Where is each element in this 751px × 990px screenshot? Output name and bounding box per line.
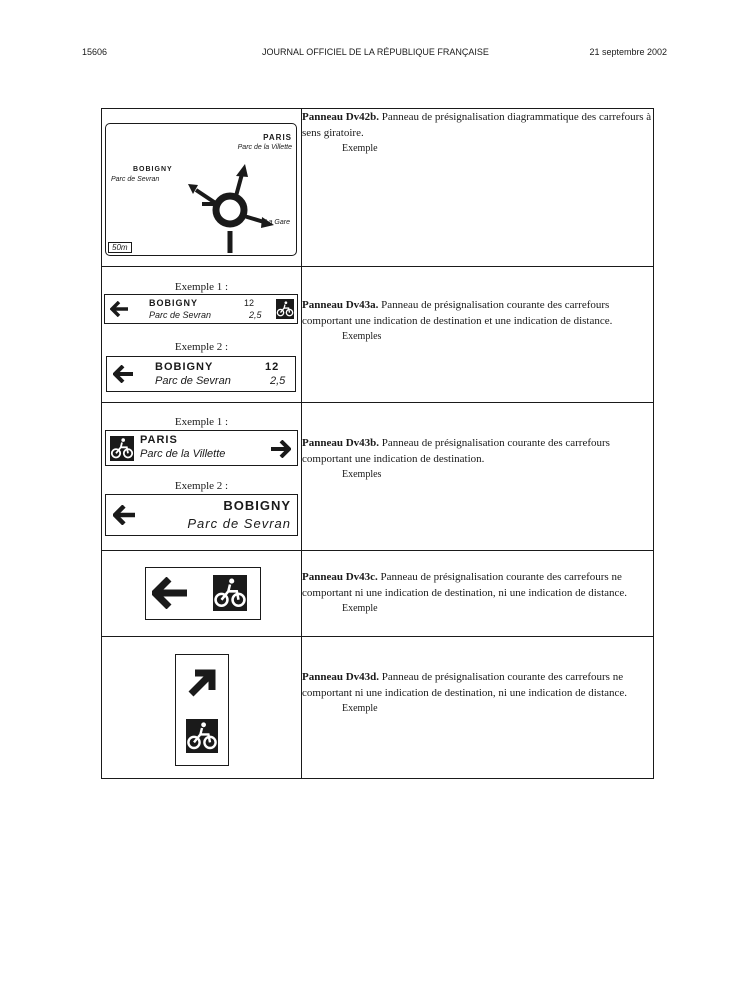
sign-dest: BOBIGNY: [149, 298, 199, 308]
sign-table: [101, 108, 654, 779]
example-label: Exemple: [342, 603, 378, 614]
dv43a-example-2-sign: [106, 356, 296, 392]
sign-image-cell: [102, 267, 302, 403]
sign-image-cell: [102, 109, 302, 267]
journal-title: JOURNAL OFFICIEL DE LA RÉPUBLIQUE FRANÇAISE: [262, 47, 489, 57]
sign-dest: BOBIGNY: [223, 498, 291, 513]
bicycle-icon: [276, 299, 294, 319]
sign-dest-paris-sub: Parc de la Villette: [237, 144, 292, 151]
table-row: [102, 267, 654, 403]
example-label: Exemples: [342, 331, 382, 342]
dv43a-example-1-sign: [104, 294, 298, 324]
publication-date: 21 septembre 2002: [589, 47, 667, 57]
example-label: Exemple: [342, 703, 378, 714]
sign-name: Panneau Dv42b.: [302, 111, 380, 123]
left-arrow-icon: [113, 505, 137, 525]
sign-description: [302, 109, 654, 267]
table-row: [102, 403, 654, 551]
sign-dest-sub: Parc de la Villette: [140, 448, 226, 460]
sign-description-text: Panneau de présignalisation courante des carrefours ne comportant ni une indication de destination, ni une indication de distance.: [302, 671, 628, 699]
example-label: Exemples: [342, 469, 382, 480]
sign-dest-paris: PARIS: [263, 133, 292, 142]
sign-dest: BOBIGNY: [155, 361, 214, 373]
sign-description-text: Panneau de présignalisation courante des carrefours ne comportant ni une indication de destination, ni une indication de distance.: [302, 571, 628, 599]
sign-dest: PARIS: [140, 434, 178, 446]
sign-distance: 12: [265, 361, 280, 373]
sign-description-text: Panneau de présignalisation courante des carrefours comportant une indication de destination.: [302, 437, 610, 465]
sign-distance: 12: [244, 298, 255, 308]
sign-image-cell: [102, 403, 302, 551]
left-arrow-icon: [110, 301, 130, 317]
dv43b-example-2-sign: [105, 494, 298, 536]
sign-name: Panneau Dv43d.: [302, 671, 380, 683]
sign-dest-bobigny: BOBIGNY: [133, 166, 173, 173]
sign-image-cell: [102, 551, 302, 637]
left-arrow-icon: [113, 365, 135, 383]
dv43d-sign: [175, 654, 229, 766]
sign-distance-sub: 2,5: [270, 375, 286, 387]
sign-name: Panneau Dv43a.: [302, 299, 379, 311]
sign-dest-bobigny-sub: Parc de Sevran: [111, 176, 160, 183]
sign-description: [302, 403, 654, 551]
sign-dest-sub: Parc de Sevran: [149, 310, 212, 320]
sign-image-cell: [102, 637, 302, 779]
example-2-caption: Exemple 2 :: [174, 480, 229, 492]
sign-distance-sub: 2,5: [249, 310, 262, 320]
sign-dest-sub: Parc de Sevran: [187, 516, 291, 531]
example-label: Exemple: [342, 143, 378, 154]
table-row: [102, 551, 654, 637]
sign-description-text: Panneau de présignalisation diagrammatique des carrefours à sens giratoire.: [302, 111, 652, 139]
sign-description: [302, 551, 654, 637]
right-arrow-icon: [269, 440, 291, 458]
table-row: [102, 637, 654, 779]
table-row: [102, 109, 654, 267]
sign-description: [302, 637, 654, 779]
sign-name: Panneau Dv43c.: [302, 571, 378, 583]
sign-name: Panneau Dv43b.: [302, 437, 380, 449]
sign-description: [302, 267, 654, 403]
example-1-caption: Exemple 1 :: [174, 416, 229, 428]
dv43b-example-1-sign: [105, 430, 298, 466]
sign-dest-sub: Parc de Sevran: [155, 375, 231, 387]
example-2-caption: Exemple 2 :: [174, 341, 229, 353]
sign-dest-gare: La Gare: [264, 219, 290, 226]
up-right-arrow-icon: [186, 667, 218, 699]
bicycle-icon: [213, 575, 247, 611]
bicycle-icon: [186, 719, 218, 753]
roundabout-sign: [105, 123, 297, 256]
left-arrow-icon: [152, 577, 190, 609]
example-1-caption: Exemple 1 :: [174, 281, 229, 293]
dv43c-sign: [145, 567, 261, 620]
bicycle-icon: [110, 436, 134, 461]
page-number: 15606: [82, 47, 108, 57]
sign-distance-box: 50m: [108, 242, 132, 253]
sign-description-text: Panneau de présignalisation courante des carrefours comportant une indication de destination et une indication de distance.: [302, 299, 613, 327]
